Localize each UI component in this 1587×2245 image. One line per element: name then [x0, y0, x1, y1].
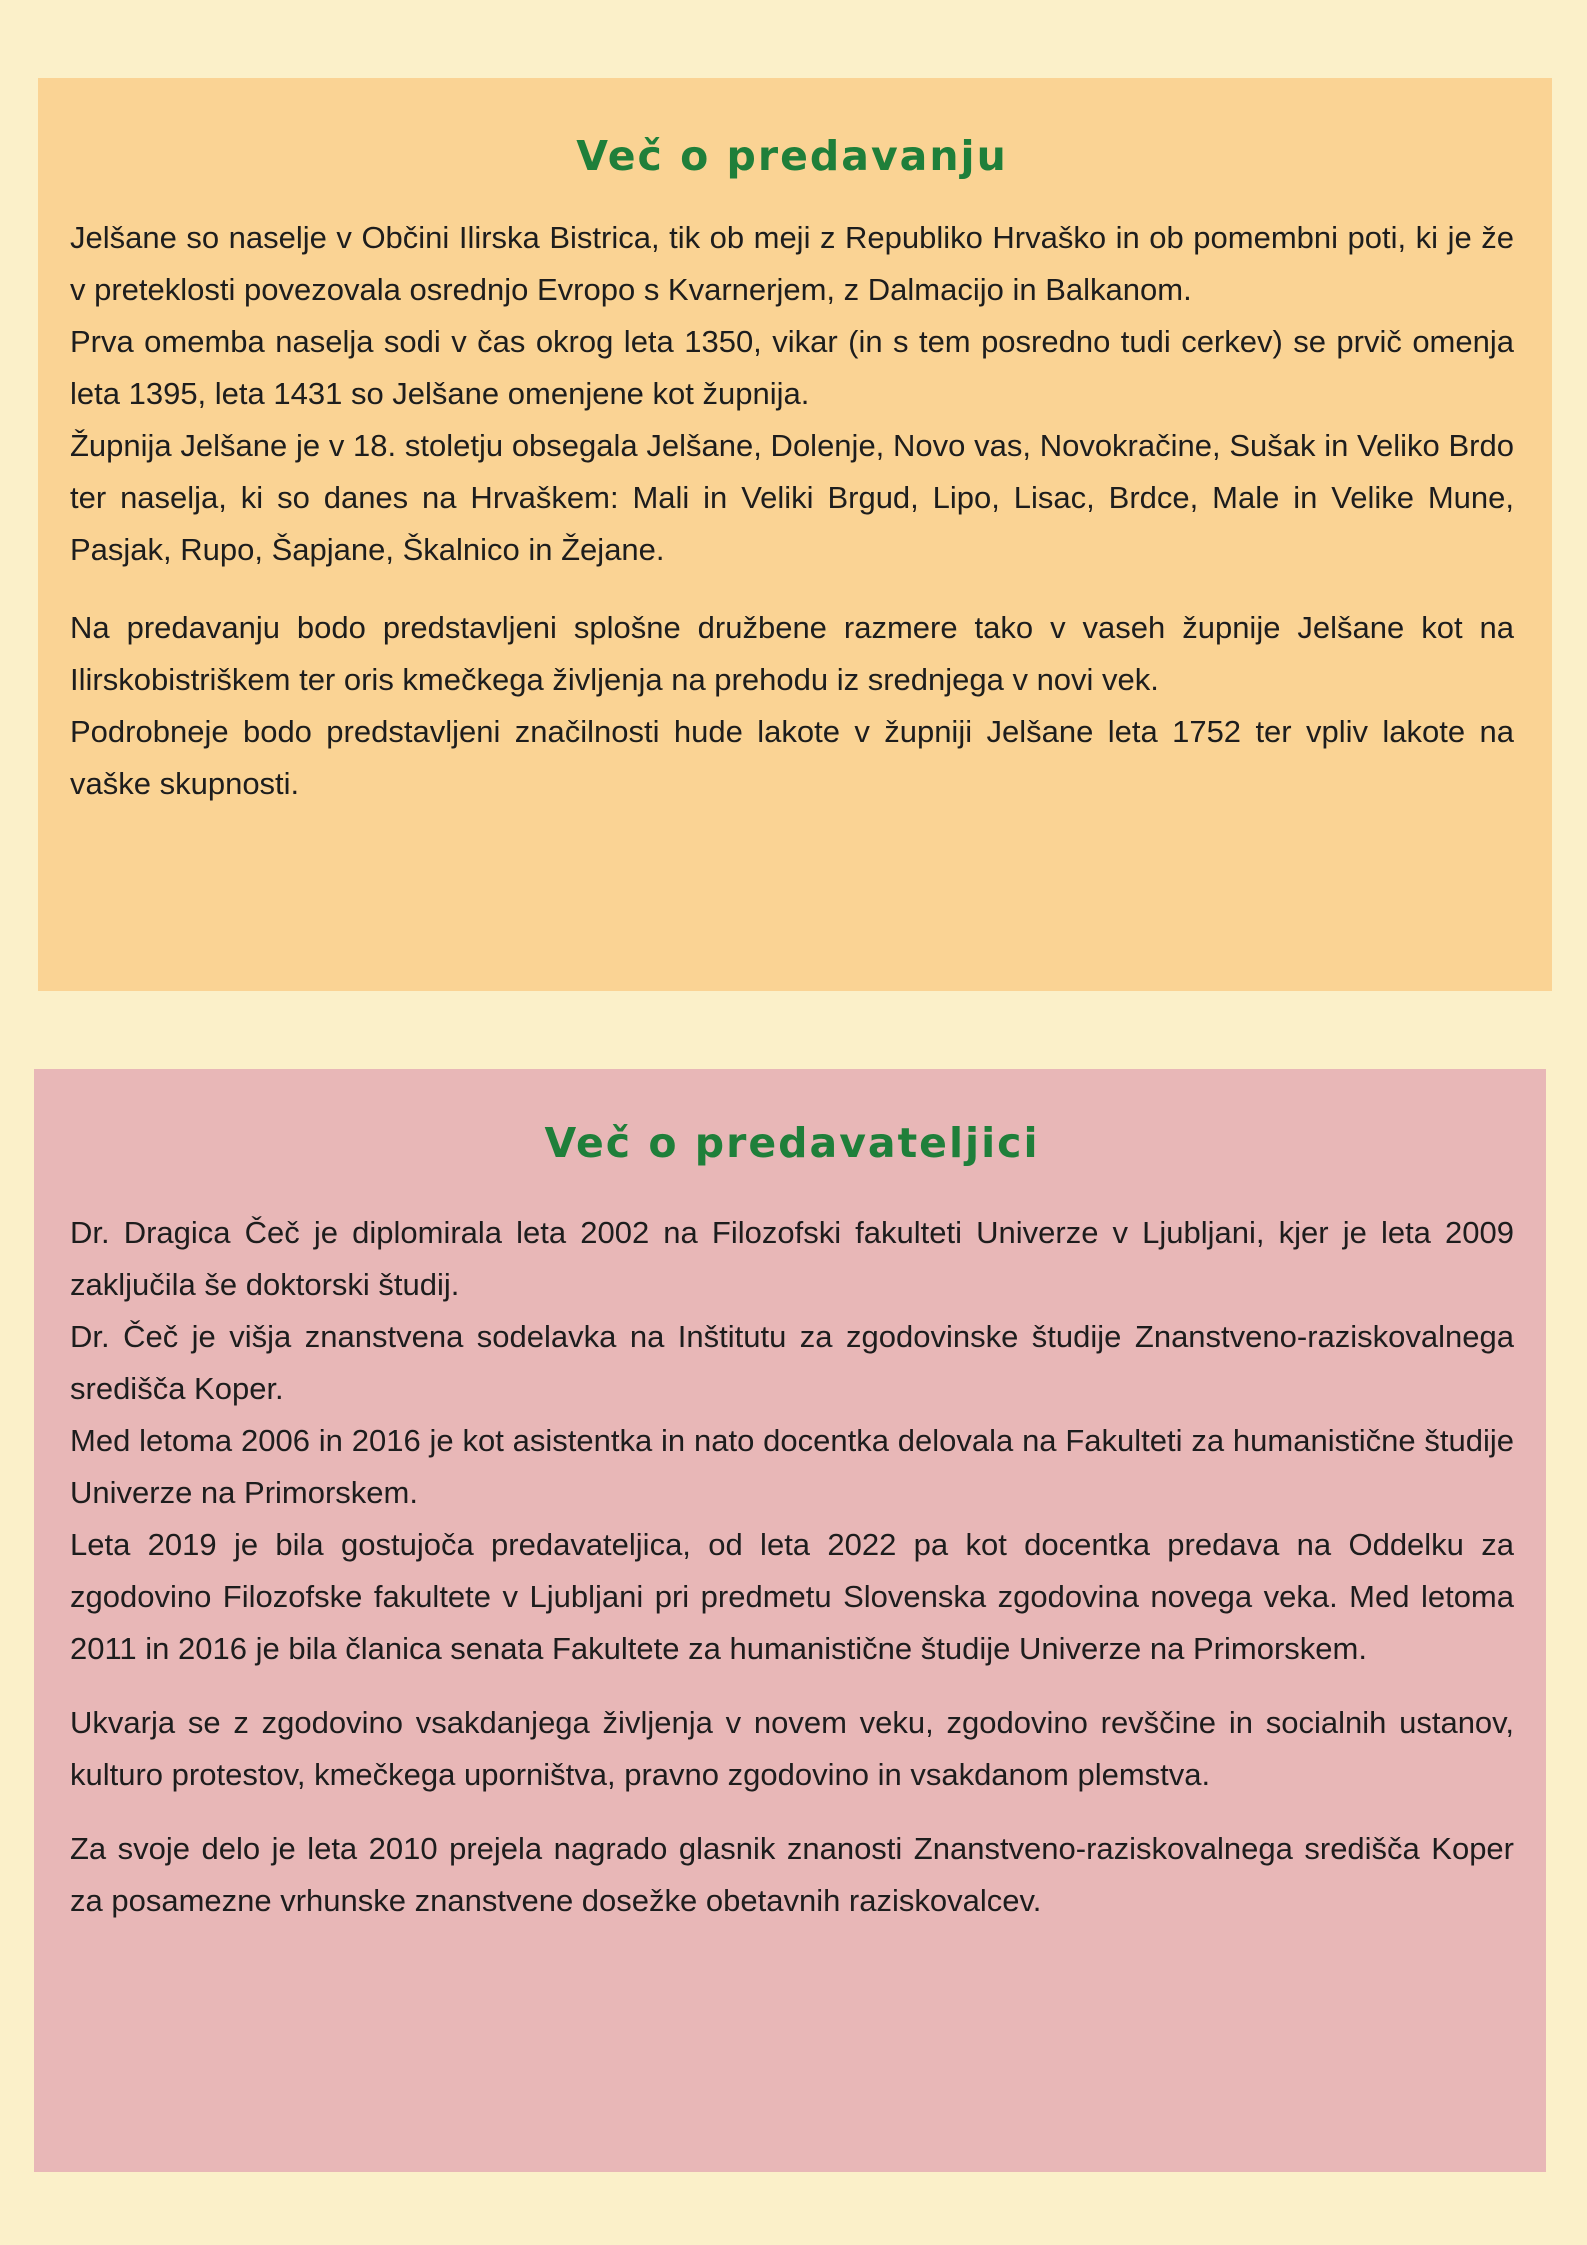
lecturer-paragraph: Dr. Čeč je višja znanstvena sodelavka na Inštitutu za zgodovinske študije Znanstveno-raziskovalnega središča Koper. — [70, 1319, 1514, 1406]
lecturer-paragraph: Za svoje delo je leta 2010 prejela nagrado glasnik znanosti Znanstveno-raziskovalnega središča Koper za posamezne vrhunske znanstvene dosežke obetavnih raziskovalcev. — [70, 1831, 1514, 1918]
lecture-paragraph: Podrobneje bodo predstavljeni značilnosti hude lakote v župniji Jelšane leta 1752 ter vpliv lakote na vaške skupnosti. — [70, 714, 1514, 801]
lecture-paragraph: Na predavanju bodo predstavljeni splošne družbene razmere tako v vaseh župnije Jelšane kot na Ilirskobistriškem ter oris kmečkega življenja na prehodu iz srednjega v novi vek. — [70, 610, 1514, 697]
lecture-info-panel — [38, 78, 1552, 991]
lecturer-info-panel — [34, 1069, 1546, 2172]
lecture-heading: Več o predavanju — [576, 132, 1008, 180]
lecturer-paragraph: Dr. Dragica Čeč je diplomirala leta 2002 na Filozofski fakulteti Univerze v Ljubljani, kjer je leta 2009 zaključila še doktorski študij. — [70, 1215, 1514, 1302]
lecturer-heading: Več o predavateljici — [544, 1119, 1040, 1167]
lecturer-paragraph: Med letoma 2006 in 2016 je kot asistentka in nato docentka delovala na Fakulteti za humanistične študije Univerze na Primorskem. — [70, 1423, 1514, 1510]
lecture-paragraph: Župnija Jelšane je v 18. stoletju obsegala Jelšane, Dolenje, Novo vas, Novokračine, Sušak in Veliko Brdo ter naselja, ki so danes na Hrvaškem: Mali in Veliki Brgud, Lipo, Lisac, Brdce, Male in Velike Mune, Pasjak, Rupo, Šapjane, Škalnico in Žejane. — [70, 428, 1514, 567]
lecture-paragraph: Prva omemba naselja sodi v čas okrog leta 1350, vikar (in s tem posredno tudi cerkev) se prvič omenja leta 1395, leta 1431 so Jelšane omenjene kot župnija. — [70, 324, 1514, 411]
lecturer-paragraph: Leta 2019 je bila gostujoča predavateljica, od leta 2022 pa kot docentka predava na Oddelku za zgodovino Filozofske fakultete v Ljubljani pri predmetu Slovenska zgodovina novega veka. Med letoma 2011 in 2016 je bila članica senata Fakultete za humanistične študije Univerze na Primorskem. — [70, 1527, 1514, 1666]
lecture-paragraph: Jelšane so naselje v Občini Ilirska Bistrica, tik ob meji z Republiko Hrvaško in ob pomembni poti, ki je že v preteklosti povezovala osrednjo Evropo s Kvarnerjem, z Dalmacijo in Balkanom. — [70, 220, 1514, 307]
lecturer-paragraph: Ukvarja se z zgodovino vsakdanjega življenja v novem veku, zgodovino revščine in socialnih ustanov, kulturo protestov, kmečkega uporništva, pravno zgodovino in vsakdanom plemstva. — [70, 1705, 1514, 1792]
